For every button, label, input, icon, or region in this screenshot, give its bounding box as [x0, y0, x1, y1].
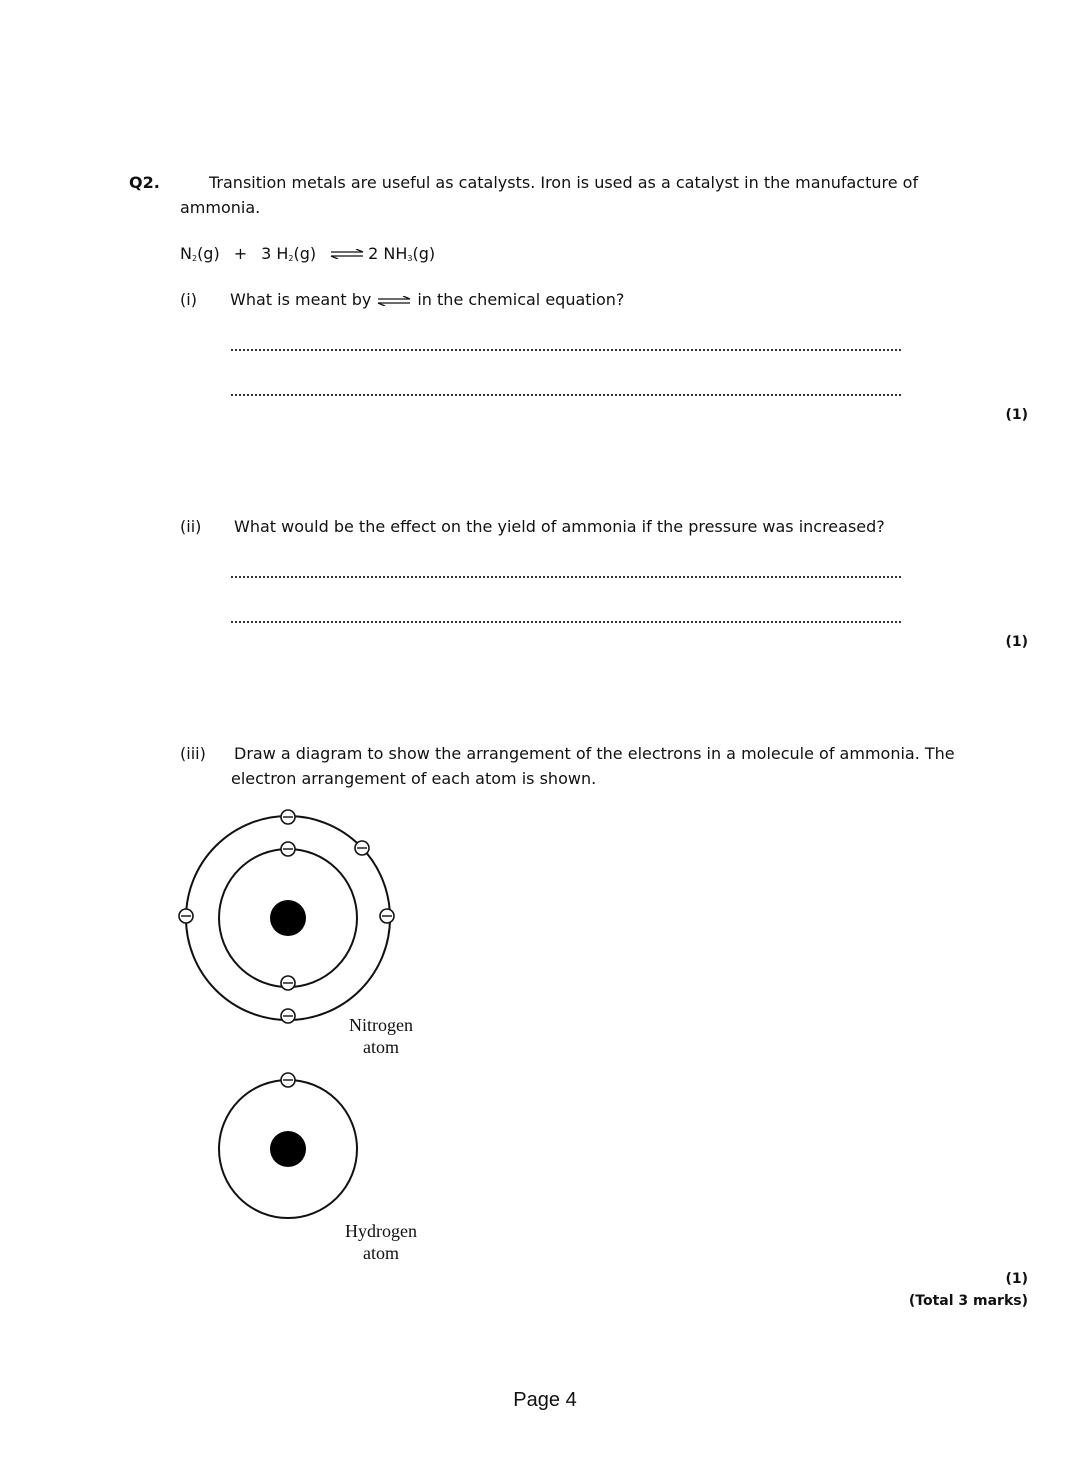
- question-number: Q2.: [129, 173, 160, 192]
- question-intro-line2: ammonia.: [180, 198, 261, 217]
- question-intro-line1: Transition metals are useful as catalysts. Iron is used as a catalyst in the manufacture of: [209, 173, 919, 192]
- electron-icon: [281, 810, 295, 824]
- reversible-arrow-icon: [330, 249, 364, 259]
- electron-icon: [355, 841, 369, 855]
- nitrogen-formula: $N_2(g)$: [180, 244, 220, 263]
- part-ii-mark: (1): [1005, 634, 1028, 650]
- part-iii-question-line1: Draw a diagram to show the arrangement of the electrons in a molecule of ammonia. The: [234, 744, 955, 763]
- hydrogen-atom-diagram: [210, 1068, 370, 1228]
- part-ii-question: What would be the effect on the yield of ammonia if the pressure was increased?: [234, 517, 885, 536]
- nitrogen-atom-label: Nitrogen atom: [349, 1015, 413, 1057]
- hydrogen-atom-label: Hydrogen atom: [345, 1221, 417, 1263]
- part-ii-label: (ii): [180, 517, 202, 536]
- plus-sign: +: [233, 244, 248, 263]
- answer-line-i-1[interactable]: [231, 349, 901, 351]
- answer-line-i-2[interactable]: [231, 394, 901, 396]
- electron-icon: [281, 1009, 295, 1023]
- nitrogen-nucleus: [270, 900, 306, 936]
- answer-line-ii-1[interactable]: [231, 576, 901, 578]
- electron-icon: [281, 842, 295, 856]
- part-i-question: What is meant by in the chemical equation?: [230, 290, 625, 309]
- electron-icon: [281, 1073, 295, 1087]
- electron-icon: [179, 909, 193, 923]
- hydrogen-formula: 3 $H_2(g)$: [261, 244, 317, 263]
- page-number: Page 4: [513, 1389, 577, 1411]
- nitrogen-atom-diagram: [170, 800, 410, 1040]
- part-iii-question-line2: electron arrangement of each atom is shown.: [231, 769, 597, 788]
- part-iii-label: (iii): [180, 744, 206, 763]
- reversible-arrow-icon: [377, 296, 411, 306]
- part-i-label: (i): [180, 290, 197, 309]
- hydrogen-nucleus: [270, 1131, 306, 1167]
- part-iii-mark: (1): [1005, 1271, 1028, 1287]
- ammonia-formula: 2 $NH_3(g)$: [368, 244, 436, 263]
- electron-icon: [380, 909, 394, 923]
- chemical-equation: [180, 244, 435, 263]
- answer-line-ii-2[interactable]: [231, 621, 901, 623]
- electron-icon: [281, 976, 295, 990]
- part-i-mark: (1): [1005, 407, 1028, 423]
- total-marks: (Total 3 marks): [908, 1293, 1028, 1309]
